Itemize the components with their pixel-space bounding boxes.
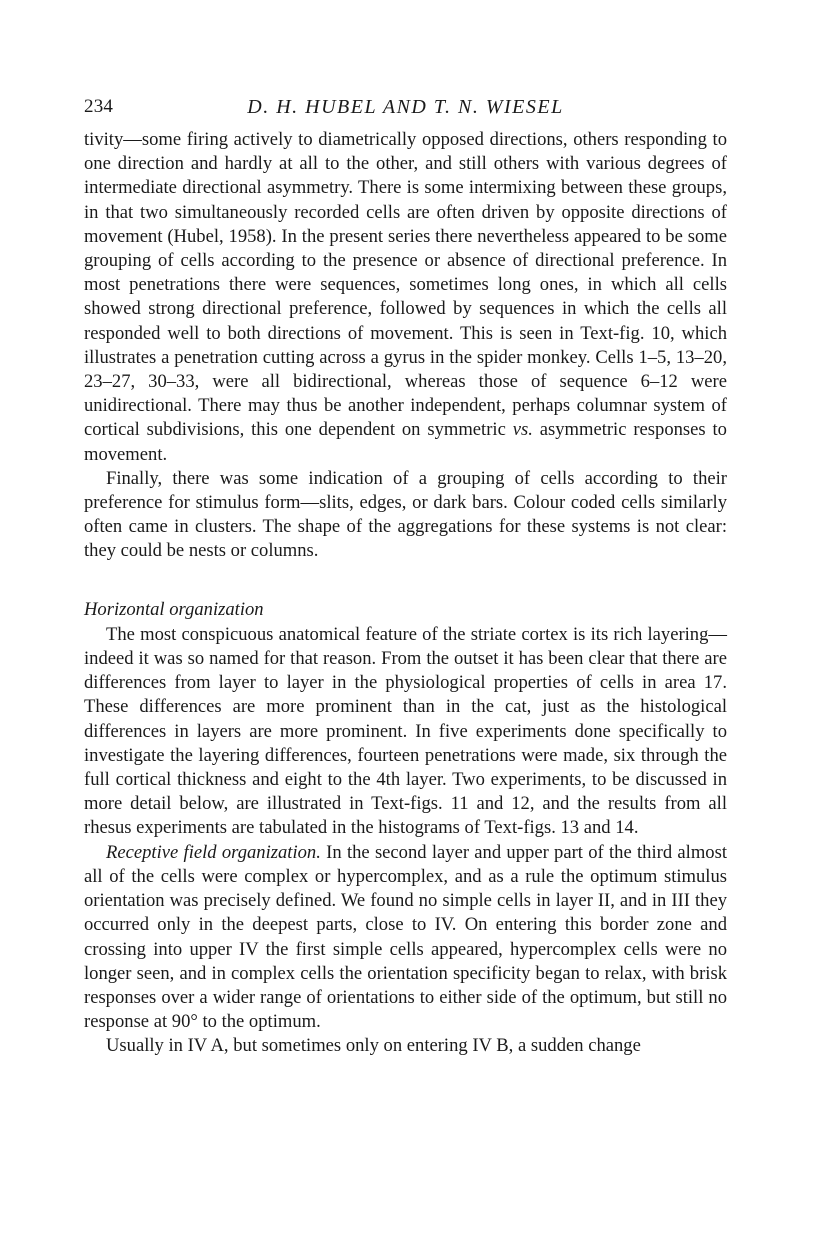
paragraph-stimulus-form: Finally, there was some indication of a grouping of cells according to their preference for stimulus form—slits, edges, or dark bars. Colour coded cells similarly often came in clusters. The shape of the aggregations for these systems is not clear: they could be nests or columns.	[84, 467, 727, 562]
paragraph-receptive-field	[84, 841, 727, 1035]
page	[84, 96, 727, 1059]
paragraph-directional-preference	[84, 128, 727, 467]
paragraph-sudden-change: Usually in IV A, but sometimes only on entering IV B, a sudden change	[106, 1035, 641, 1057]
italic-vs: vs.	[512, 419, 533, 441]
paragraph-text: tivity—some firing actively to diametrically opposed directions, others responding to one direction and hardly at all to the other, and still others with various degrees of intermediate directional asymmetry. There is some intermixing between these groups, in that two simultaneously recorded cells are often driven by opposite directions of movement (Hubel, 1958). In the present series there nevertheless appeared to be some grouping of cells according to the presence or absence of directional preference. In most penetrations there were sequences, sometimes long ones, in which all cells showed strong directional preference, followed by sequences in which the cells all responded well to both directions of movement. This is seen in Text-fig. 10, which illustrates a penetration cutting across a gyrus in the spider monkey. Cells 1–5, 13–20, 23–27, 30–33, were all bidirectional, whereas those of sequence 6–12 were unidirectional. There may thus be another independent, perhaps columnar system of cortical subdivisions, this one dependent on symmetric	[84, 129, 727, 441]
page-number: 234	[84, 96, 114, 117]
inline-heading-receptive-field: Receptive field organization.	[106, 841, 321, 863]
running-head	[84, 96, 727, 128]
paragraph-text-tail: asymmetric responses to movement.	[84, 419, 727, 465]
running-head-authors: D. H. HUBEL AND T. N. WIESEL	[247, 96, 564, 118]
section-heading-horizontal-organization: Horizontal organization	[84, 598, 264, 620]
paragraph-layering: The most conspicuous anatomical feature of the striate cortex is its rich layering—indeed it was so named for that reason. From the outset it has been clear that there are differences from layer to layer in the physiological properties of cells in area 17. These differences are more prominent than in the cat, just as the histological differences in layers are more prominent. In five experiments done specifically to investigate the layering differences, fourteen penetrations were made, six through the full cortical thickness and eight to the 4th layer. Two experiments, to be discussed in more detail below, are illustrated in Text-figs. 11 and 12, and the results from all rhesus experiments are tabulated in the histograms of Text-figs. 13 and 14.	[84, 623, 727, 839]
paragraph-text: In the second layer and upper part of the third almost all of the cells were complex or hypercomplex, and as a rule the optimum stimulus orientation was precisely defined. We found no simple cells in layer II, and in III they occurred only in the deepest parts, close to IV. On entering this border zone and crossing into upper IV the first simple cells appeared, hypercomplex cells were no longer seen, and in complex cells the orientation specificity began to relax, with brisk responses over a wider range of orientations to either side of the optimum, but still no response at 90° to the optimum.	[84, 841, 727, 1033]
